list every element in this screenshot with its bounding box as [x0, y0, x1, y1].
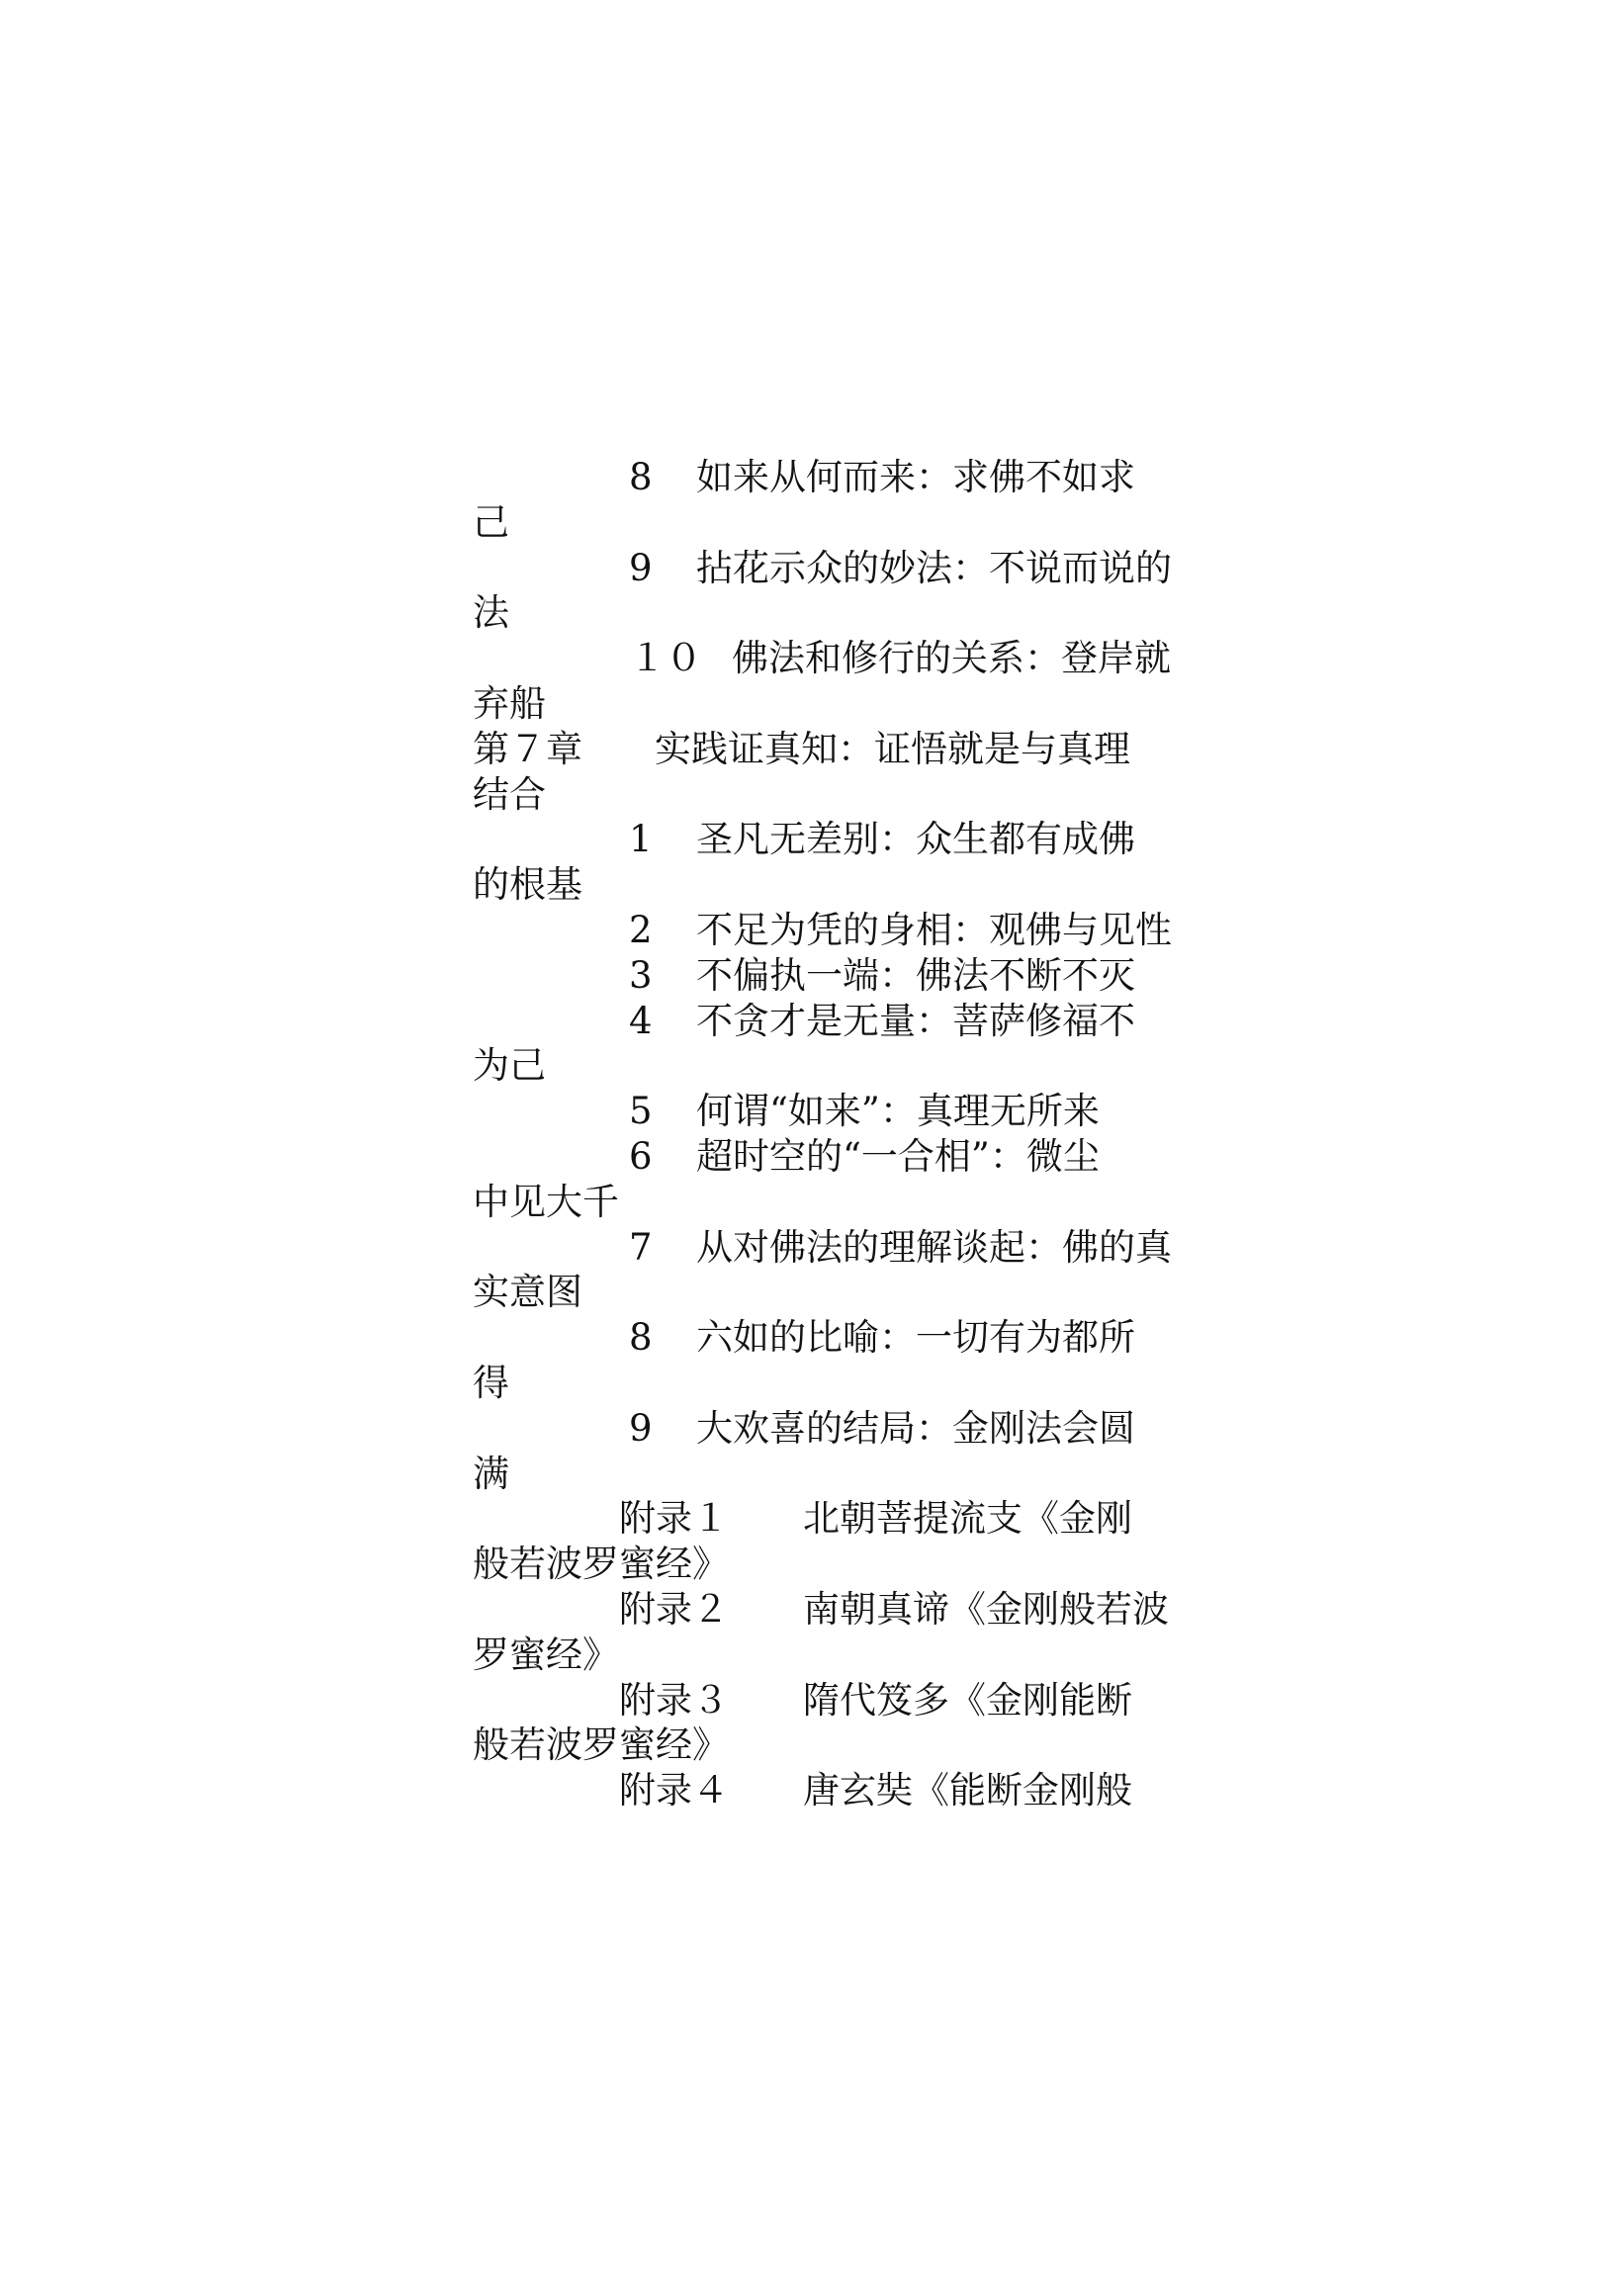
toc-entry-line [473, 1225, 1185, 1271]
entry-title: 超时空的“一合相”：微尘 [696, 1134, 1100, 1178]
toc-entry-line [473, 908, 1185, 953]
appendix-label: 附录２ [619, 1587, 729, 1631]
entry-number: 5 [629, 1090, 653, 1133]
toc-entry-line [473, 1496, 1185, 1542]
toc-entry-line [473, 1089, 1185, 1134]
toc-entry-line [473, 1452, 1185, 1497]
entry-title-continued: 的根基 [473, 863, 582, 907]
appendix-title-continued: 罗蜜经》 [473, 1633, 619, 1676]
entry-title-continued: 弃船 [473, 681, 546, 725]
entry-title: 何谓“如来”：真理无所来 [696, 1090, 1100, 1133]
toc-entry [473, 636, 1185, 727]
entry-number: 2 [629, 908, 653, 951]
toc-entry [473, 908, 1185, 953]
toc-entry [473, 1089, 1185, 1134]
toc-entry-line [473, 1270, 1185, 1315]
entry-title-continued: 中见大千 [473, 1180, 619, 1223]
toc-entry [473, 1134, 1185, 1225]
table-of-contents [473, 455, 1185, 1813]
toc-entry-line [473, 1678, 1185, 1723]
toc-entry-line [473, 999, 1185, 1044]
toc-entry-line [473, 1361, 1185, 1406]
entry-title-continued: 为己 [473, 1044, 546, 1088]
appendix-entry [473, 1678, 1185, 1769]
entry-title-continued: 得 [473, 1361, 509, 1404]
entry-number: 9 [629, 1406, 653, 1450]
toc-entry-line [473, 590, 1185, 636]
appendix-entry [473, 1587, 1185, 1678]
chapter-title-continued: 结合 [473, 772, 546, 816]
toc-entry-line [473, 1134, 1185, 1180]
entry-title: 圣凡无差别：众生都有成佛 [696, 818, 1135, 861]
appendix-entry [473, 1496, 1185, 1587]
appendix-label: 附录１ [619, 1497, 729, 1541]
toc-entry-line [473, 1043, 1185, 1089]
toc-entry-line [473, 546, 1185, 591]
entry-title-continued: 实意图 [473, 1271, 582, 1314]
entry-number: 4 [629, 999, 653, 1042]
entry-title: 如来从何而来：求佛不如求 [696, 456, 1135, 498]
toc-entry-line [473, 1315, 1185, 1361]
entry-title: 拈花示众的妙法：不说而说的 [696, 546, 1172, 589]
chapter-heading [473, 727, 1185, 818]
entry-number: 1 [629, 818, 653, 861]
toc-entry-line [473, 1633, 1185, 1678]
chapter-title: 实践证真知：证悟就是与真理 [655, 727, 1130, 770]
appendix-title: 唐玄奘《能断金刚般 [803, 1769, 1132, 1812]
toc-entry [473, 546, 1185, 637]
toc-entry-line [473, 681, 1185, 727]
appendix-label: 附录３ [619, 1678, 729, 1722]
toc-entry-line [473, 500, 1185, 546]
toc-entry-line [473, 953, 1185, 999]
toc-entry-line [473, 727, 1185, 772]
entry-title: 不偏执一端：佛法不断不灭 [696, 953, 1135, 997]
appendix-title: 北朝菩提流支《金刚 [803, 1497, 1132, 1541]
toc-entry-line [473, 636, 1185, 681]
entry-title-continued: 己 [473, 500, 509, 544]
entry-title-continued: 法 [473, 591, 509, 635]
toc-entry-line [473, 1768, 1185, 1813]
toc-entry-line [473, 1406, 1185, 1452]
entry-title-continued: 满 [473, 1452, 509, 1495]
appendix-title: 南朝真谛《金刚般若波 [803, 1587, 1169, 1631]
toc-entry-line [473, 1542, 1185, 1587]
appendix-label: 附录４ [619, 1769, 729, 1812]
appendix-entry [473, 1768, 1185, 1813]
entry-number: 9 [629, 546, 653, 589]
appendix-title-continued: 般若波罗蜜经》 [473, 1543, 729, 1586]
entry-number: 8 [629, 1316, 653, 1360]
toc-entry-line [473, 1722, 1185, 1768]
entry-title: 六如的比喻：一切有为都所 [696, 1316, 1135, 1360]
toc-entry [473, 1225, 1185, 1316]
entry-number: 7 [629, 1225, 653, 1269]
entry-title: 佛法和修行的关系：登岸就 [732, 637, 1171, 680]
entry-number: 8 [629, 456, 653, 498]
toc-entry [473, 817, 1185, 908]
entry-title: 不足为凭的身相：观佛与见性 [696, 908, 1172, 951]
toc-entry-line [473, 817, 1185, 862]
toc-entry-line [473, 772, 1185, 818]
toc-entry [473, 455, 1185, 546]
toc-entry [473, 1406, 1185, 1497]
toc-entry-line [473, 1180, 1185, 1225]
entry-number: 6 [629, 1134, 653, 1178]
toc-entry [473, 999, 1185, 1090]
entry-title: 不贪才是无量：菩萨修福不 [696, 999, 1135, 1042]
toc-entry-line [473, 862, 1185, 908]
appendix-title: 隋代笈多《金刚能断 [803, 1678, 1132, 1722]
toc-entry [473, 953, 1185, 999]
chapter-label: 第７章 [473, 727, 582, 770]
entry-number: １０ [629, 637, 702, 680]
entry-title: 大欢喜的结局：金刚法会圆 [696, 1406, 1135, 1450]
entry-title: 从对佛法的理解谈起：佛的真 [696, 1225, 1172, 1269]
toc-entry-line [473, 455, 1185, 500]
toc-entry [473, 1315, 1185, 1406]
appendix-title-continued: 般若波罗蜜经》 [473, 1723, 729, 1767]
entry-number: 3 [629, 953, 653, 997]
toc-entry-line [473, 1587, 1185, 1633]
